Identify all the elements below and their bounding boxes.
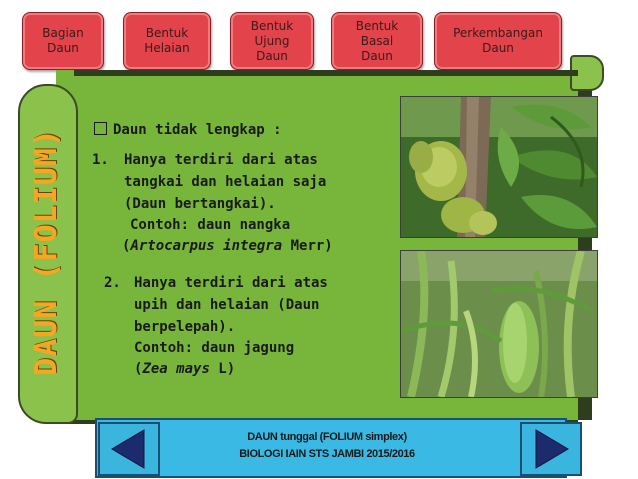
tab-bentuk-helaian[interactable]: Bentuk Helaian: [123, 12, 211, 70]
next-button[interactable]: [520, 422, 582, 476]
sidebar-title: [18, 84, 74, 420]
checkbox-bullet-icon: [94, 122, 107, 135]
item2-line: Hanya terdiri dari atas: [134, 275, 328, 291]
triangle-right-icon: [522, 424, 580, 474]
item1-line: Hanya terdiri dari atas: [124, 152, 318, 168]
item1-number: 1.: [92, 152, 109, 168]
item1-sci-open: (: [122, 238, 131, 254]
item2-sci-name: Zea mays: [142, 361, 210, 377]
item2-number: 2.: [104, 275, 121, 291]
item1-line: (Daun bertangkai).: [124, 196, 276, 212]
item2-line: berpelepah).: [134, 319, 236, 335]
item1-line: tangkai dan helaian saja: [124, 174, 327, 190]
tab-bagian-daun[interactable]: Bagian Daun: [22, 12, 104, 70]
prev-button[interactable]: [98, 422, 160, 476]
tab-perkembangan-daun[interactable]: Perkembangan Daun: [434, 12, 562, 70]
item1-sci-author: Merr): [282, 238, 333, 254]
item2-sci-open: (: [134, 361, 143, 377]
item2-line: upih dan helaian (Daun: [134, 297, 320, 313]
footer-line1: DAUN tunggal (FOLIUM simplex): [247, 431, 407, 443]
footer-text: [162, 420, 492, 472]
content-heading: [94, 122, 282, 138]
jackfruit-photo: [400, 96, 598, 238]
footer-line2: BIOLOGI IAIN STS JAMBI 2015/2016: [239, 448, 415, 460]
item2-scientific-name: [134, 361, 235, 377]
item2-example: Contoh: daun jagung: [134, 340, 295, 356]
item1-scientific-name: [122, 238, 333, 254]
sidebar-title-text: DAUN (FOLIUM): [28, 128, 64, 376]
tab-bentuk-basal-daun[interactable]: Bentuk Basal Daun: [331, 12, 423, 70]
item1-sci-name: Artocarpus integra: [130, 238, 283, 254]
tab-bentuk-ujung-daun[interactable]: Bentuk Ujung Daun: [230, 12, 314, 70]
item1-example: Contoh: daun nangka: [130, 217, 291, 233]
corn-photo: [400, 250, 598, 398]
item2-sci-author: L): [209, 361, 236, 377]
content-heading-text: Daun tidak lengkap :: [113, 122, 282, 138]
triangle-left-icon: [100, 424, 158, 474]
